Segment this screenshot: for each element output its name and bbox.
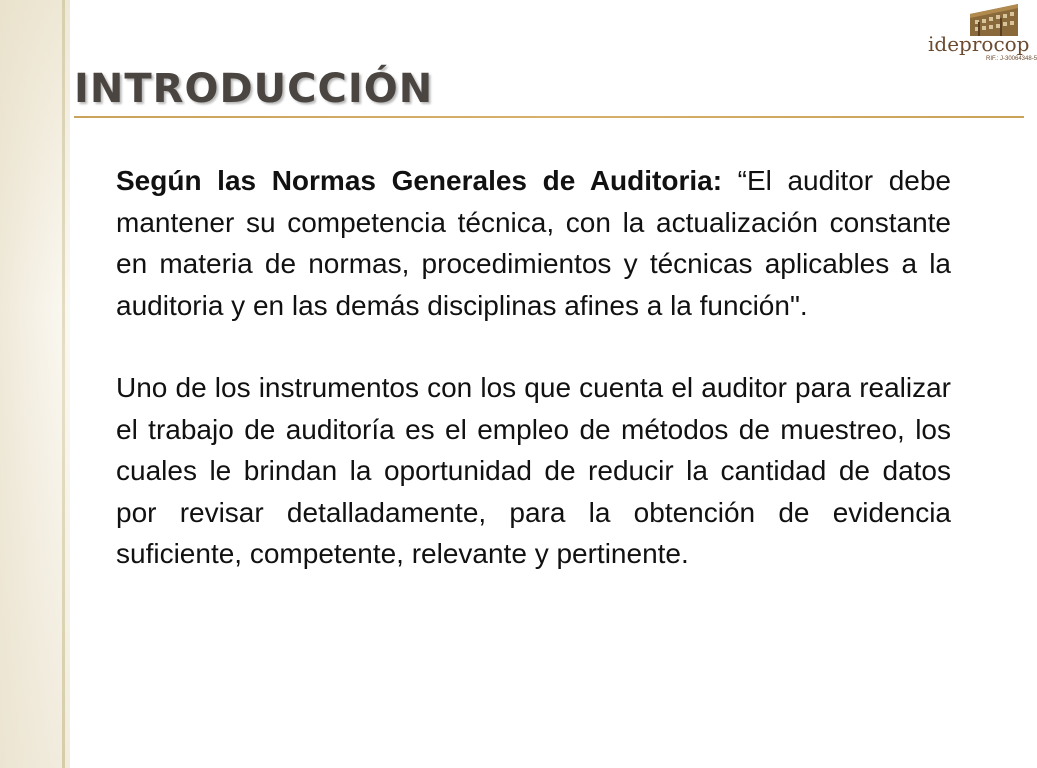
logo-wordmark: ideprocop [928, 32, 1030, 56]
paragraph-1-lead: Según las Normas Generales de Auditoria: [116, 165, 723, 196]
paragraph-spacer [116, 326, 951, 367]
left-vertical-rule [62, 0, 65, 768]
slide-body [116, 160, 951, 575]
left-band-shading [0, 0, 70, 768]
title-underline [74, 116, 1024, 118]
logo-subtext: RIF.: J-30064348-5 [986, 56, 1037, 62]
paragraph-1-text: “El auditor debe mantener su competencia técnica, con la actualización constante en materia de normas, procedimientos y técnicas aplicables a la auditoria y en las demás disciplinas afines a la función". [116, 165, 951, 321]
paragraph-1 [116, 160, 951, 326]
paragraph-2: Uno de los instrumentos con los que cuenta el auditor para realizar el trabajo de auditoría es el empleo de métodos de muestreo, los cuales le brindan la oportunidad de reducir la cantidad de datos por revisar detalladamente, para la obtención de evidencia suficiente, competente, relevante y pertinente. [116, 372, 951, 569]
slide-title: INTRODUCCIÓN [74, 66, 434, 112]
